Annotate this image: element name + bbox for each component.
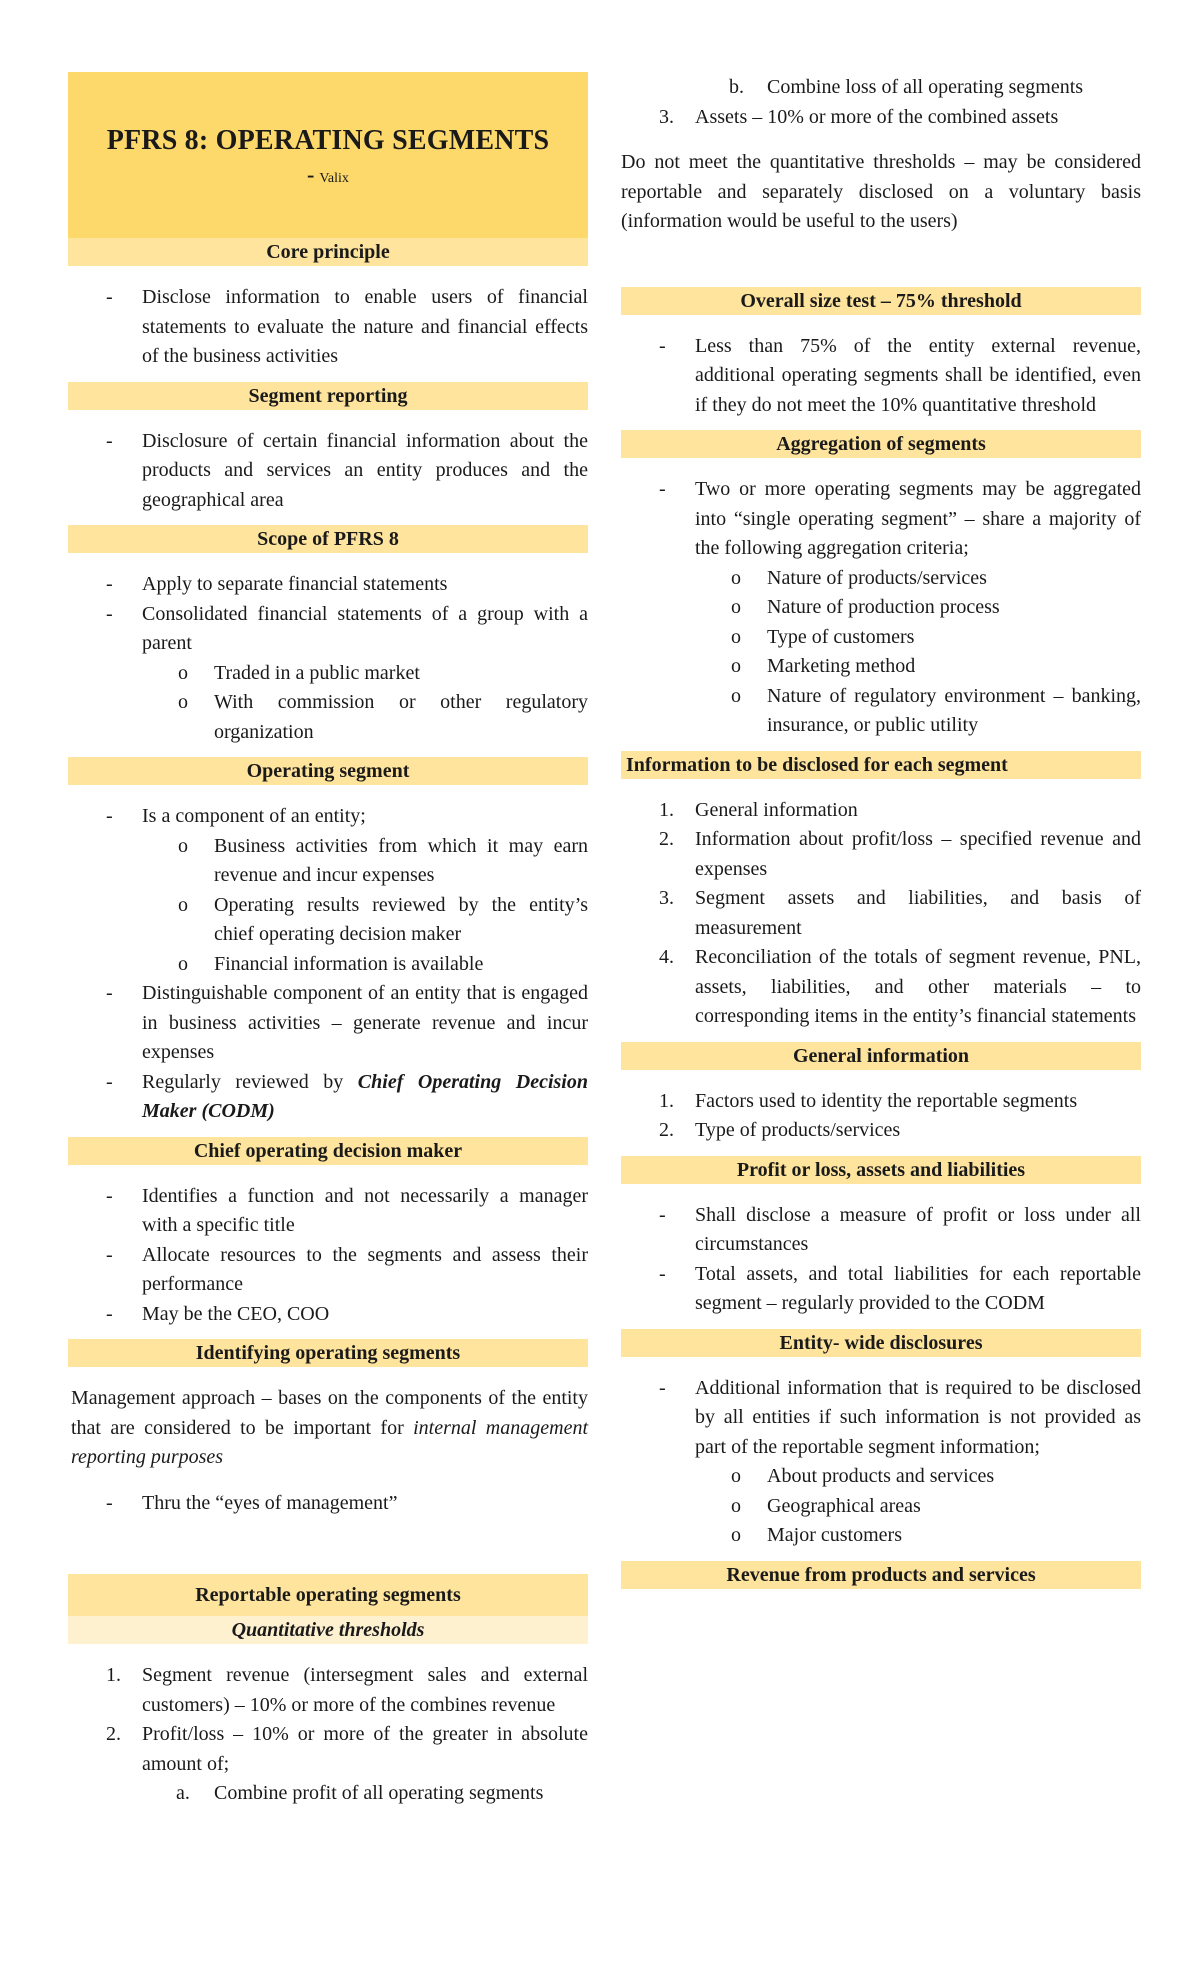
general-info-list: [621, 1087, 1141, 1146]
list-item: [621, 103, 1141, 133]
list-item: [68, 1720, 588, 1779]
segment-reporting-list: [68, 427, 588, 516]
codm-prefix: Regularly reviewed by: [142, 1070, 344, 1093]
paragraph-italic: internal management reporting purposes: [71, 1416, 588, 1468]
list-item: - Thru the “eyes of management”: [68, 1489, 588, 1519]
heading-segment-reporting: Segment reporting: [68, 382, 588, 410]
list-item: - Two or more operating segments may be aggregated into “single operating segment” – share a majority of the following aggregation criteria;: [621, 475, 1141, 564]
item-text: Segment assets and liabilities, and basis of measurement: [695, 887, 1141, 939]
list-subitem: o Financial information is available: [68, 950, 588, 980]
list-item: - Identifies a function and not necessarily a manager with a specific title: [68, 1182, 588, 1241]
heading-general-info: General information: [621, 1042, 1141, 1070]
author: Valix: [319, 171, 349, 186]
right-column: [621, 0, 1141, 1589]
list-subitem: o Nature of production process: [621, 593, 1141, 623]
list-subitem: o About products and services: [621, 1462, 1141, 1492]
item-number: 4.: [659, 946, 674, 968]
list-item: [621, 1116, 1141, 1146]
list-subitem: o Business activities from which it may earn revenue and incur expenses: [68, 832, 588, 891]
info-disclosed-list: [621, 796, 1141, 1032]
list-item: - Additional information that is required to be disclosed by all entities if such information is not provided as part of the reportable segment information;: [621, 1374, 1141, 1463]
list-subitem: o Nature of products/services: [621, 564, 1141, 594]
item-number: 2.: [659, 1119, 674, 1141]
codm-emphasis: Chief Operating Decision Maker (CODM): [142, 1070, 588, 1122]
subtitle-dash: -: [307, 162, 315, 187]
item-letter: b.: [729, 76, 744, 98]
heading-identifying: Identifying operating segments: [68, 1339, 588, 1367]
item-number: 1.: [659, 798, 674, 821]
item-text: Combine profit of all operating segments: [214, 1782, 544, 1804]
item-number: 2.: [659, 828, 674, 850]
item-text: General information: [695, 798, 858, 821]
list-item: - Shall disclose a measure of profit or loss under all circumstances: [621, 1201, 1141, 1260]
list-item: [621, 1087, 1141, 1117]
paragraph-text: Management approach – bases on the components of the entity that are considered to be important for: [71, 1387, 588, 1439]
list-item: - Disclose information to enable users of financial statements to evaluate the nature and financial effects of the business activities: [68, 283, 588, 372]
heading-entity-wide: Entity- wide disclosures: [621, 1329, 1141, 1357]
list-item: - Disclosure of certain financial information about the products and services an entity produces and the geographical area: [68, 427, 588, 516]
list-item: [621, 884, 1141, 943]
list-subitem: o Major customers: [621, 1521, 1141, 1551]
list-item: - May be the CEO, COO: [68, 1300, 588, 1330]
heading-revenue-products: Revenue from products and services: [621, 1561, 1141, 1589]
heading-reportable: Reportable operating segments: [68, 1574, 588, 1616]
list-item: - Less than 75% of the entity external revenue, additional operating segments shall be identified, even if they do not meet the 10% quantitative threshold: [621, 332, 1141, 421]
core-principle-list: [68, 283, 588, 372]
list-item: - Consolidated financial statements of a group with a parent: [68, 600, 588, 659]
item-text: Information about profit/loss – specified revenue and expenses: [695, 828, 1141, 880]
list-subitem: o With commission or other regulatory organization: [68, 688, 588, 747]
heading-profit-loss: Profit or loss, assets and liabilities: [621, 1156, 1141, 1184]
list-subitem: o Type of customers: [621, 623, 1141, 653]
codm-list: [68, 1182, 588, 1330]
identifying-list: [68, 1489, 588, 1519]
profit-loss-list: [621, 1201, 1141, 1319]
item-text: Assets – 10% or more of the combined assets: [695, 105, 1059, 128]
left-column: [68, 0, 588, 1809]
list-subitem: o Marketing method: [621, 652, 1141, 682]
item-number: 3.: [659, 105, 674, 128]
item-text: Profit/loss – 10% or more of the greater in absolute amount of;: [142, 1723, 588, 1775]
item-text: Type of products/services: [695, 1119, 901, 1141]
document-subtitle: [68, 162, 588, 189]
voluntary-disclosure-paragraph: Do not meet the quantitative thresholds – may be considered reportable and separately disclosed on a voluntary basis (information would be useful to the users): [621, 151, 1141, 232]
list-subitem: o Nature of regulatory environment – banking, insurance, or public utility: [621, 682, 1141, 741]
list-subitem: o Operating results reviewed by the entity’s chief operating decision maker: [68, 891, 588, 950]
item-text: Combine loss of all operating segments: [767, 76, 1084, 98]
scope-list: [68, 570, 588, 747]
list-item: [621, 796, 1141, 826]
list-item: - Allocate resources to the segments and assess their performance: [68, 1241, 588, 1300]
list-subitem: [68, 1779, 588, 1809]
list-item: [621, 943, 1141, 1032]
list-item: - Total assets, and total liabilities for each reportable segment – regularly provided to the CODM: [621, 1260, 1141, 1319]
item-text: Segment revenue (intersegment sales and external customers) – 10% or more of the combines revenue: [142, 1664, 588, 1716]
reportable-list: [68, 1661, 588, 1809]
title-banner: [68, 72, 588, 238]
list-item: - Is a component of an entity;: [68, 802, 588, 832]
item-letter: a.: [176, 1782, 190, 1804]
item-text: Factors used to identity the reportable segments: [695, 1089, 1078, 1112]
list-item: [621, 825, 1141, 884]
heading-scope: Scope of PFRS 8: [68, 525, 588, 553]
item-number: 1.: [659, 1089, 674, 1112]
heading-info-disclosed: Information to be disclosed for each segment: [621, 751, 1141, 779]
thresholds-continued-list: [621, 73, 1141, 132]
heading-overall-size: Overall size test – 75% threshold: [621, 287, 1141, 315]
item-text: Reconciliation of the totals of segment revenue, PNL, assets, liabilities, and other materials – to corresponding items in the entity’s financial statements: [695, 946, 1141, 1027]
list-item: - Distinguishable component of an entity that is engaged in business activities – generate revenue and incur expenses: [68, 979, 588, 1068]
item-number: 3.: [659, 887, 674, 909]
overall-size-list: [621, 332, 1141, 421]
item-number: 1.: [106, 1664, 121, 1686]
list-item: [68, 1661, 588, 1720]
list-item: - Apply to separate financial statements: [68, 570, 588, 600]
heading-aggregation: Aggregation of segments: [621, 430, 1141, 458]
subheading-quantitative: Quantitative thresholds: [68, 1616, 588, 1644]
heading-core-principle: Core principle: [68, 238, 588, 266]
item-number: 2.: [106, 1723, 121, 1745]
management-approach-paragraph: [68, 1384, 588, 1473]
heading-codm: Chief operating decision maker: [68, 1137, 588, 1165]
list-subitem: o Traded in a public market: [68, 659, 588, 689]
heading-operating-segment: Operating segment: [68, 757, 588, 785]
operating-segment-list: [68, 802, 588, 1127]
aggregation-list: [621, 475, 1141, 741]
list-subitem: [621, 73, 1141, 103]
document-title: PFRS 8: OPERATING SEGMENTS: [106, 125, 550, 156]
list-subitem: o Geographical areas: [621, 1492, 1141, 1522]
list-item: [68, 1068, 588, 1127]
entity-wide-list: [621, 1374, 1141, 1551]
